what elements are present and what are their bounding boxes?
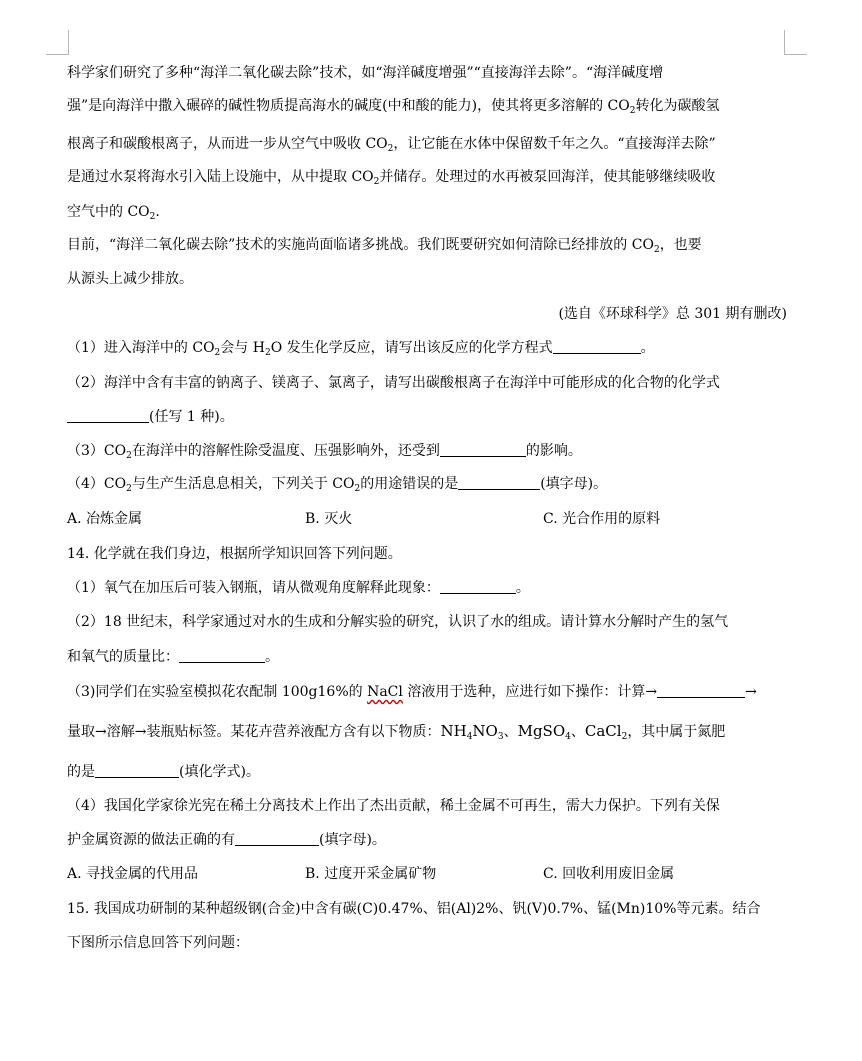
q14-part-2-line-2: 和氧气的质量比： 。 [67, 649, 279, 665]
formula-ammonium-nitrate: $NH_4NO_3$ [440, 722, 504, 742]
source-citation: (选自《环球科学》总 301 期有删改) [558, 306, 787, 322]
answer-blank[interactable] [440, 442, 526, 457]
q15-line-1: 15. 我国成功研制的某种超级钢(合金)中含有碳(C)0.47%、铝(Al)2%、钒(V)0.7%、锰(Mn)10%等元素。结合 [67, 901, 761, 917]
q15-line-2: 下图所示信息回答下列问题： [67, 935, 249, 951]
q14-part-3-line-1: （3)同学们在实验室模拟花农配制 100g16%的 NaCl 溶液用于选种，应进行如下操作：计算→ → [67, 684, 757, 700]
q14-part-3-line-2: 量取→溶解→装瓶贴标签。某花卉营养液配方含有以下物质：$NH_4NO_3$、MgSO$_4$、CaCl$_2$，其中属于氮肥 [67, 722, 726, 742]
answer-blank[interactable] [657, 683, 745, 698]
answer-blank[interactable] [440, 579, 516, 594]
passage-line-4: 是通过水泵将海水引入陆上设施中，从中提取 $CO_2$并储存。处理过的水再被泵回海洋，使其能够继续吸收 [67, 169, 716, 187]
q13-part-2-line-2: (任写 1 种)。 [67, 407, 234, 427]
answer-blank[interactable] [67, 408, 149, 423]
answer-blank[interactable] [235, 831, 319, 846]
q13-option-a: A. 冶炼金属 [67, 511, 143, 527]
q14-part-2-line-1: （2）18 世纪末，科学家通过对水的生成和分解实验的研究，认识了水的组成。请计算水分解时产生的氢气 [67, 614, 729, 630]
answer-blank[interactable] [553, 339, 641, 354]
q13-option-c: C. 光合作用的原料 [543, 511, 661, 527]
q14-option-a: A. 寻找金属的代用品 [67, 866, 199, 882]
q13-option-b: B. 灭火 [305, 511, 353, 527]
answer-blank[interactable] [179, 648, 265, 663]
formula-magnesium-sulfate: MgSO$_4$ [517, 722, 571, 742]
q14-option-c: C. 回收利用废旧金属 [543, 866, 675, 882]
corner-mark-top-right [784, 30, 807, 55]
corner-mark-top-left [46, 30, 69, 55]
q13-part-1: （1）进入海洋中的 $CO_2$会与 $H_2O$ 发生化学反应，请写出该反应的化学方程式 。 [67, 340, 655, 358]
formula-calcium-chloride: CaCl$_2$ [584, 722, 628, 742]
passage-line-1: 科学家们研究了多种“海洋二氧化碳去除”技术，如“海洋碱度增强”“直接海洋去除”。“海洋碱度增 [67, 65, 664, 81]
passage-line-5: 空气中的 $CO_2$. [67, 204, 160, 222]
passage-line-3: 根离子和碳酸根离子，从而进一步从空气中吸收 $CO_2$，让它能在水体中保留数千年之久。“直接海洋去除” [67, 136, 716, 154]
q14-part-4-line-2: 护金属资源的做法正确的有 (填字母)。 [67, 832, 386, 848]
q14-title: 14. 化学就在我们身边，根据所学知识回答下列问题。 [67, 546, 402, 562]
q14-part-1: （1）氧气在加压后可装入钢瓶，请从微观角度解释此现象： 。 [67, 580, 530, 596]
passage-line-2: 强”是向海洋中撒入碾碎的碱性物质提高海水的碱度(中和酸的能力)，使其将更多溶解的 $CO_2$转化为碳酸氢 [67, 98, 720, 116]
passage-line-7: 从源头上减少排放。 [67, 271, 193, 287]
q14-option-b: B. 过度开采金属矿物 [305, 866, 437, 882]
q14-part-3-line-3: 的是 (填化学式)。 [67, 764, 260, 780]
q14-part-4-line-1: （4）我国化学家徐光宪在稀土分离技术上作出了杰出贡献，稀土金属不可再生，需大力保护。下列有关保 [67, 798, 720, 814]
answer-blank[interactable] [95, 763, 179, 778]
passage-line-6: 目前，“海洋二氧化碳去除”技术的实施尚面临诸多挑战。我们既要研究如何清除已经排放的 $CO_2$，也要 [67, 237, 702, 255]
q13-part-3: $(3)CO_2$在海洋中的溶解性除受温度、压强影响外，还受到 的影响。 [67, 443, 582, 461]
q13-part-2-line-1: （2）海洋中含有丰富的钠离子、镁离子、氯离子，请写出碳酸根离子在海洋中可能形成的化合物的化学式 [67, 375, 720, 391]
answer-blank[interactable] [458, 475, 540, 490]
q13-part-4: $(4)CO_2$与生产生活息息相关，下列关于 $CO_2$的用途错误的是 (填字母)。 [67, 476, 608, 494]
